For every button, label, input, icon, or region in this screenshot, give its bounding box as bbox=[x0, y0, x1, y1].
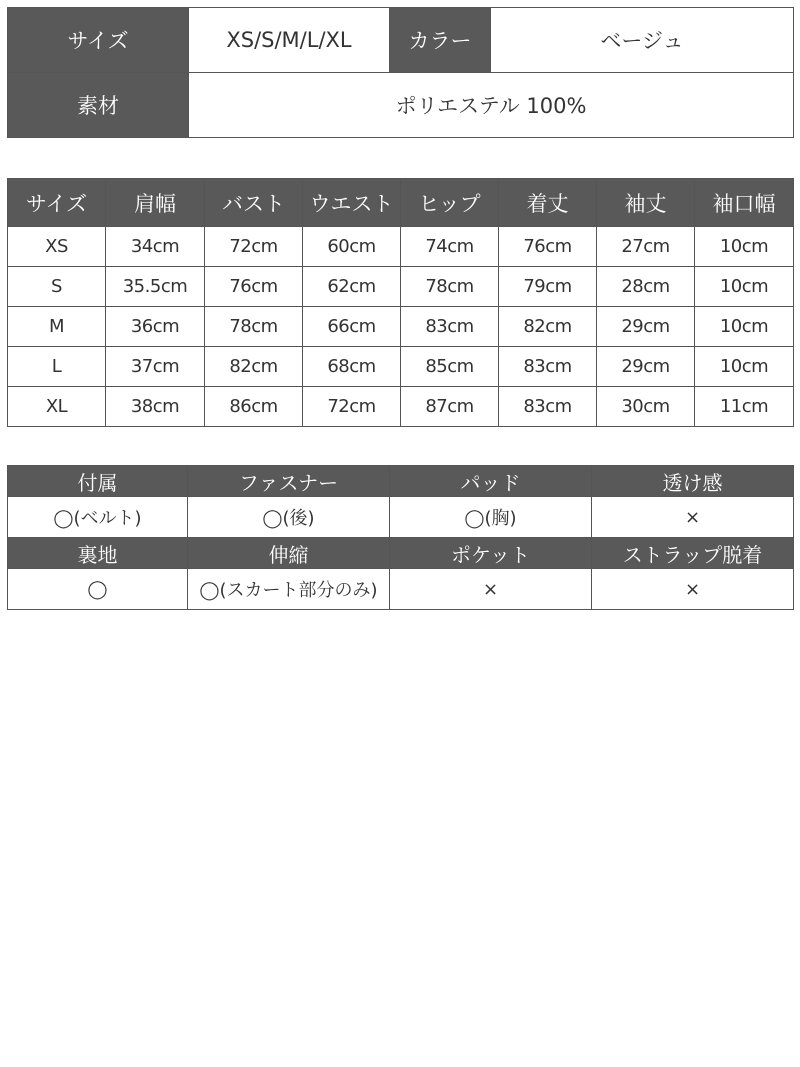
size-value: XS/S/M/L/XL bbox=[189, 8, 390, 73]
table-cell: 72cm bbox=[303, 387, 401, 427]
table-cell: 36cm bbox=[106, 307, 205, 347]
table-cell: 76cm bbox=[499, 227, 597, 267]
spec-row-material bbox=[8, 73, 794, 138]
feature-value-pocket: × bbox=[390, 569, 592, 610]
feature-header-row bbox=[8, 466, 794, 497]
feature-value-row bbox=[8, 569, 794, 610]
column-header-bust: バスト bbox=[205, 179, 303, 227]
table-cell: XS bbox=[8, 227, 106, 267]
table-cell: 30cm bbox=[597, 387, 695, 427]
table-cell: L bbox=[8, 347, 106, 387]
table-cell: 83cm bbox=[499, 347, 597, 387]
feature-header-strap: ストラップ脱着 bbox=[592, 538, 794, 569]
table-cell: 78cm bbox=[401, 267, 499, 307]
column-header-length: 着丈 bbox=[499, 179, 597, 227]
feature-value-lining: ◯ bbox=[8, 569, 188, 610]
table-cell: 38cm bbox=[106, 387, 205, 427]
table-cell: 29cm bbox=[597, 347, 695, 387]
material-value: ポリエステル 100% bbox=[189, 73, 794, 138]
table-cell: 78cm bbox=[205, 307, 303, 347]
column-header-cuff: 袖口幅 bbox=[695, 179, 794, 227]
size-table-header-row bbox=[8, 179, 794, 227]
table-cell: 10cm bbox=[695, 347, 794, 387]
feature-value-accessories: ◯(ベルト) bbox=[8, 497, 188, 538]
table-row bbox=[8, 227, 794, 267]
table-cell: 28cm bbox=[597, 267, 695, 307]
feature-header-lining: 裏地 bbox=[8, 538, 188, 569]
table-cell: 10cm bbox=[695, 307, 794, 347]
table-cell: 82cm bbox=[205, 347, 303, 387]
feature-header-pocket: ポケット bbox=[390, 538, 592, 569]
table-cell: M bbox=[8, 307, 106, 347]
table-cell: 83cm bbox=[401, 307, 499, 347]
material-label: 素材 bbox=[8, 73, 189, 138]
table-cell: 86cm bbox=[205, 387, 303, 427]
feature-value-zipper: ◯(後) bbox=[188, 497, 390, 538]
table-cell: 83cm bbox=[499, 387, 597, 427]
feature-header-sheerness: 透け感 bbox=[592, 466, 794, 497]
feature-header-stretch: 伸縮 bbox=[188, 538, 390, 569]
table-cell: 37cm bbox=[106, 347, 205, 387]
table-cell: 62cm bbox=[303, 267, 401, 307]
table-cell: 11cm bbox=[695, 387, 794, 427]
feature-value-sheerness: × bbox=[592, 497, 794, 538]
table-cell: 10cm bbox=[695, 267, 794, 307]
table-cell: 68cm bbox=[303, 347, 401, 387]
column-header-size: サイズ bbox=[8, 179, 106, 227]
column-header-shoulder: 肩幅 bbox=[106, 179, 205, 227]
product-spec-table bbox=[7, 7, 794, 138]
table-cell: 76cm bbox=[205, 267, 303, 307]
table-cell: 34cm bbox=[106, 227, 205, 267]
feature-value-pad: ◯(胸) bbox=[390, 497, 592, 538]
color-value: ベージュ bbox=[491, 8, 794, 73]
color-label: カラー bbox=[390, 8, 491, 73]
feature-value-stretch: ◯(スカート部分のみ) bbox=[188, 569, 390, 610]
feature-table bbox=[7, 465, 794, 610]
table-cell: 74cm bbox=[401, 227, 499, 267]
size-label: サイズ bbox=[8, 8, 189, 73]
table-cell: 87cm bbox=[401, 387, 499, 427]
table-cell: 79cm bbox=[499, 267, 597, 307]
column-header-sleeve: 袖丈 bbox=[597, 179, 695, 227]
size-measurement-table bbox=[7, 178, 794, 427]
spec-row-size bbox=[8, 8, 794, 73]
table-cell: 27cm bbox=[597, 227, 695, 267]
column-header-waist: ウエスト bbox=[303, 179, 401, 227]
feature-value-row bbox=[8, 497, 794, 538]
table-row bbox=[8, 307, 794, 347]
column-header-hip: ヒップ bbox=[401, 179, 499, 227]
table-cell: S bbox=[8, 267, 106, 307]
table-cell: 82cm bbox=[499, 307, 597, 347]
table-cell: 29cm bbox=[597, 307, 695, 347]
table-row bbox=[8, 267, 794, 307]
table-cell: 72cm bbox=[205, 227, 303, 267]
table-cell: 60cm bbox=[303, 227, 401, 267]
table-row bbox=[8, 347, 794, 387]
table-row bbox=[8, 387, 794, 427]
feature-value-strap: × bbox=[592, 569, 794, 610]
feature-header-pad: パッド bbox=[390, 466, 592, 497]
feature-header-row bbox=[8, 538, 794, 569]
table-cell: 85cm bbox=[401, 347, 499, 387]
table-cell: XL bbox=[8, 387, 106, 427]
table-cell: 66cm bbox=[303, 307, 401, 347]
table-cell: 35.5cm bbox=[106, 267, 205, 307]
feature-header-accessories: 付属 bbox=[8, 466, 188, 497]
feature-header-zipper: ファスナー bbox=[188, 466, 390, 497]
table-cell: 10cm bbox=[695, 227, 794, 267]
